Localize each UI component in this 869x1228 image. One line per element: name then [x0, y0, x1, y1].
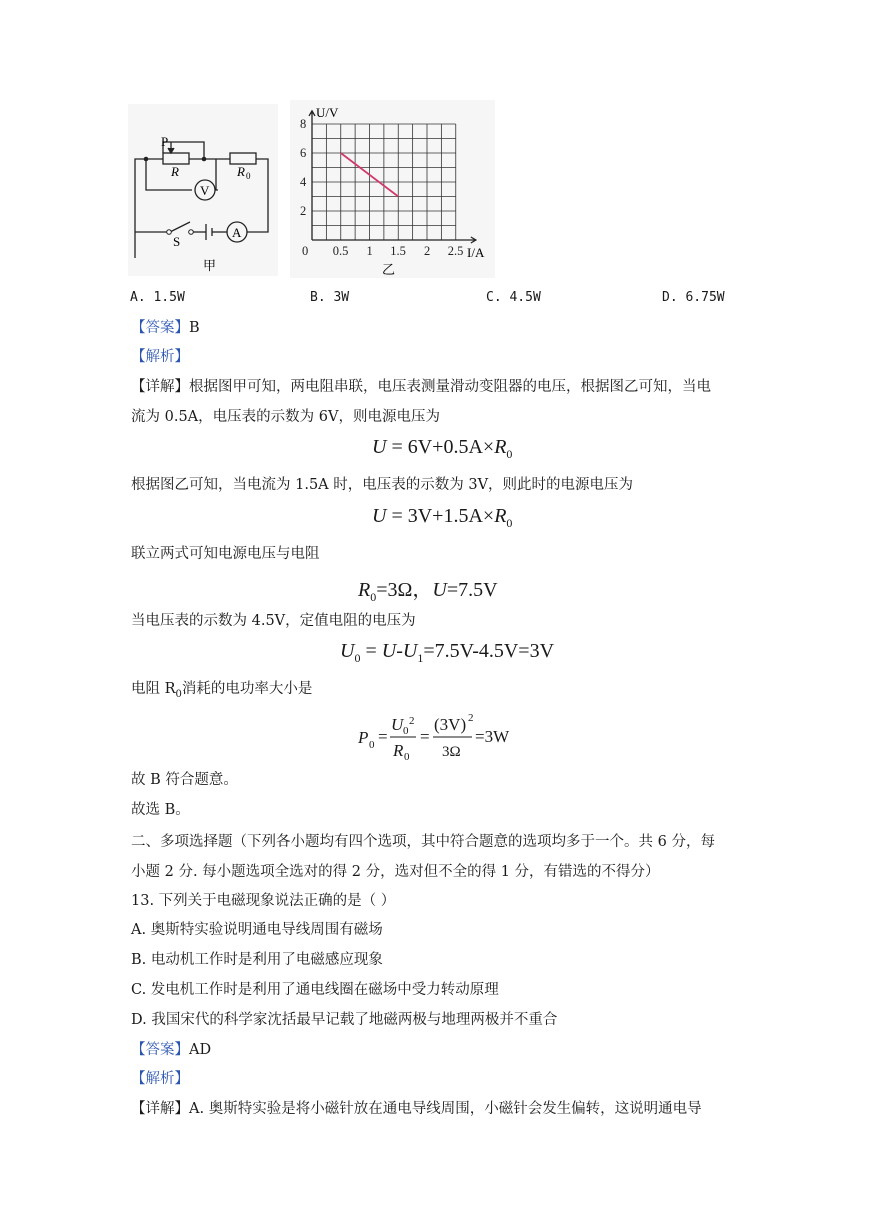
svg-text:=: =: [420, 727, 430, 746]
y-tick-label: 2: [300, 204, 307, 218]
svg-text:3Ω: 3Ω: [442, 744, 461, 760]
detail-line-2: 流为 0.5A，电压表的示数为 6V，则电源电压为: [131, 409, 440, 425]
y-tick-label: 6: [300, 146, 307, 160]
x-tick-label: 0.5: [332, 244, 349, 258]
q13-option-b: B. 电动机工作时是利用了电磁感应现象: [131, 952, 383, 968]
q13-option-c: C. 发电机工作时是利用了通电线圈在磁场中受力转动原理: [131, 982, 499, 998]
x-tick-label: 1: [366, 244, 373, 258]
detail-tag: 【详解】: [131, 379, 189, 395]
label-R0-sub: 0: [246, 171, 251, 181]
conclusion-1: 故 B 符合题意。: [131, 772, 238, 788]
caption-yi: 乙: [382, 262, 396, 277]
equation-1: $U = 6V+0.5A\times R_0$: [372, 436, 513, 461]
q13-option-a: A. 奥斯特实验说明通电导线周围有磁场: [131, 922, 383, 938]
caption-jia: 甲: [203, 258, 217, 273]
answer-value: B: [189, 320, 200, 336]
u-i-graph: [290, 100, 495, 278]
svg-text:0: 0: [369, 739, 375, 751]
line-3: 根据图乙可知，当电流为 1.5A 时，电压表的示数为 3V，则此时的电源电压为: [131, 477, 634, 493]
svg-text:2: 2: [468, 712, 474, 724]
x-tick-label: 1.5: [390, 244, 406, 258]
equation-4: $U_0 = U-U_1=7.5V-4.5V=3V$: [340, 640, 555, 665]
svg-text:(3V): (3V): [434, 715, 467, 734]
line-5: 当电压表的示数为 4.5V，定值电阻的电压为: [131, 613, 416, 629]
q13-answer-line: 【答案】AD: [131, 1042, 212, 1058]
answer-tag: 【答案】: [131, 320, 189, 336]
label-V: V: [200, 183, 210, 198]
equation-2: $U = 3V+1.5A\times R_0$: [372, 505, 513, 530]
q13-detail-line-1: 【详解】A. 奥斯特实验是将小磁针放在通电导线周围，小磁针会发生偏转，这说明通电导: [131, 1101, 702, 1117]
line-4: 联立两式可知电源电压与电阻: [131, 546, 320, 562]
section-heading-2: 小题 2 分. 每小题选项全选对的得 2 分，选对但不全的得 1 分，有错选的不得分）: [131, 864, 660, 880]
label-R0: R: [237, 164, 245, 179]
x-tick-label: 2.5: [447, 244, 464, 258]
label-A: A: [232, 225, 242, 240]
svg-text:0: 0: [403, 725, 409, 737]
equation-5: [358, 712, 518, 762]
label-S: S: [173, 234, 181, 249]
option-b: B. 3W: [310, 290, 350, 305]
y-tick-label: 4: [300, 175, 307, 189]
y-axis-label: U/V: [316, 105, 339, 120]
option-c: C. 4.5W: [486, 290, 541, 305]
q13-stem: 13. 下列关于电磁现象说法正确的是（ ）: [131, 893, 396, 909]
x-tick-label: 2: [424, 244, 431, 258]
x-tick-label: 0: [302, 244, 309, 258]
svg-text:P: P: [358, 728, 369, 747]
label-R: R: [171, 164, 179, 179]
option-a: A. 1.5W: [130, 290, 185, 305]
q13-option-d: D. 我国宋代的科学家沈括最早记载了地磁两极与地理两极并不重合: [131, 1012, 558, 1028]
line-6: 电阻 $R_0$消耗的电功率大小是: [131, 681, 313, 700]
x-axis-label: I/A: [467, 245, 485, 260]
svg-text:U: U: [391, 715, 404, 734]
circuit-diagram: [128, 104, 278, 276]
detail-line-1: 【详解】根据图甲可知，两电阻串联，电压表测量滑动变阻器的电压，根据图乙可知，当电: [131, 379, 711, 395]
svg-text:0: 0: [404, 751, 410, 763]
section-heading-1: 二、多项选择题（下列各小题均有四个选项，其中符合题意的选项均多于一个。共 6 分，每: [131, 834, 715, 850]
svg-text:=3W: =3W: [475, 727, 510, 746]
y-tick-label: 8: [300, 117, 307, 131]
svg-text:R: R: [393, 741, 404, 760]
option-d: D. 6.75W: [662, 290, 725, 305]
analysis-tag: 【解析】: [131, 349, 189, 365]
equation-3: $R_0=3\Omega$，U=7.5V: [358, 579, 498, 604]
q13-analysis-tag: 【解析】: [131, 1071, 189, 1087]
label-P: P: [161, 134, 169, 149]
answer-line: [131, 318, 200, 338]
conclusion-2: 故选 B。: [131, 802, 190, 818]
svg-text:=: =: [378, 727, 388, 746]
svg-text:2: 2: [409, 715, 415, 727]
